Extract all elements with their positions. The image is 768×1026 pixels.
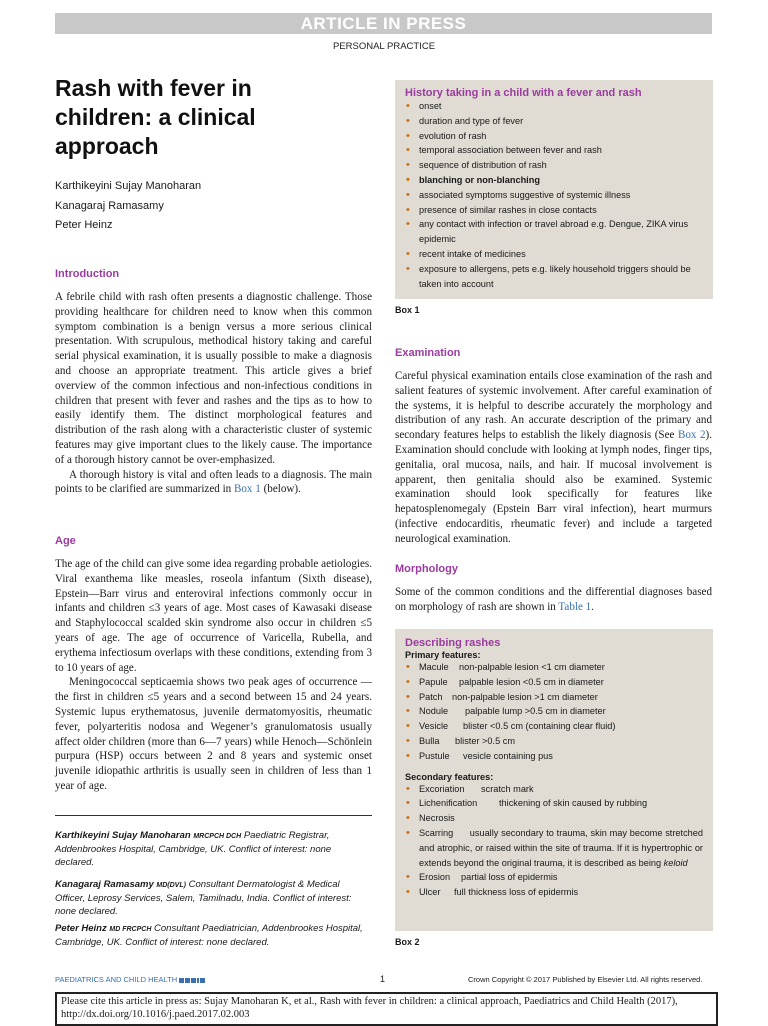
morphology-section: [395, 563, 712, 615]
box-2-title: Describing rashes: [405, 637, 501, 649]
list-item: • Erosion partial loss of epidermis: [405, 870, 703, 885]
affiliation: Karthikeyini Sujay Manoharan MRCPCH DCH Paediatric Registrar, Addenbrookes Hospital, Cambridge, UK. Conflict of interest: none declared.: [55, 830, 332, 868]
list-item: • presence of similar rashes in close contacts: [405, 203, 703, 218]
author-name: Peter Heinz: [55, 219, 113, 231]
author-name: Karthikeyini Sujay Manoharan: [55, 180, 202, 192]
list-item: • Bulla blister >0.5 cm: [405, 734, 703, 749]
secondary-features-list: [405, 782, 703, 900]
list-item: • Ulcer full thickness loss of epidermis: [405, 885, 703, 900]
age-section: [55, 535, 372, 794]
affiliation: Kanagaraj Ramasamy MD(DVL) Consultant Dermatologist & Medical Officer, Leprosy Services, Salem, Tamilnadu, India. Conflict of interest: none declared.: [55, 879, 352, 917]
list-item: • blanching or non-blanching: [405, 173, 703, 188]
journal-logo-icon: [179, 976, 205, 985]
list-item: • any contact with infection or travel abroad e.g. Dengue, ZIKA virus epidemic: [405, 217, 703, 247]
author-list: [55, 180, 201, 239]
box-1-list: [405, 99, 703, 291]
list-item: • Patch non-palpable lesion >1 cm diameter: [405, 690, 703, 705]
section-label: PERSONAL PRACTICE: [332, 41, 436, 52]
footnote-divider: [55, 815, 372, 816]
box-1-label: Box 1: [395, 305, 420, 315]
age-heading: Age: [55, 535, 76, 547]
box-2-link[interactable]: Box 2: [677, 429, 706, 442]
secondary-features-heading: Secondary features:: [405, 771, 494, 782]
list-item: • Nodule palpable lump >0.5 cm in diameter: [405, 704, 703, 719]
list-item: • Papule palpable lesion <0.5 cm in diameter: [405, 675, 703, 690]
list-item: • Excoriation scratch mark: [405, 782, 703, 797]
box-2-label: Box 2: [395, 937, 420, 947]
list-item: • onset: [405, 99, 703, 114]
copyright-notice: Crown Copyright © 2017 Published by Elsevier Ltd. All rights reserved.: [468, 975, 703, 984]
box-1-history-taking: [395, 80, 713, 299]
list-item: • evolution of rash: [405, 129, 703, 144]
list-item: • Lichenification thickening of skin caused by rubbing: [405, 796, 703, 811]
list-item: • Pustule vesicle containing pus: [405, 749, 703, 764]
box-2-describing-rashes: [395, 629, 713, 931]
list-item: • recent intake of medicines: [405, 247, 703, 262]
article-title: Rash with fever in children: a clinical approach: [55, 75, 256, 159]
list-item: • associated symptoms suggestive of systemic illness: [405, 188, 703, 203]
list-item: • Vesicle blister <0.5 cm (containing clear fluid): [405, 719, 703, 734]
author-name: Kanagaraj Ramasamy: [55, 199, 164, 212]
morphology-paragraph: Some of the common conditions and the differential diagnoses based on morphology of rash are shown in Table 1.: [395, 586, 712, 613]
examination-heading: Examination: [395, 347, 461, 359]
introduction-paragraph-1: A febrile child with rash often presents a diagnostic challenge. Those providing healthcare for children need to know when this common symptom combination is a benign versus a more serious clinical presentation. With scrupulous, methodical history taking and careful serial physical examination, it is usually possible to make a diagnosis and choose an appropriate treatment. This article gives a brief overview of the common infectious and non-infectious conditions in children that present with fever and rashes and the tips as to how to easily identify them. The distinct morphological features and distribution of the rash along with a characteristic cluster of systemic features may give important clues to the likely cause. The importance of a thorough history cannot be over-emphasized.: [55, 291, 372, 466]
list-item: • Macule non-palpable lesion <1 cm diameter: [405, 660, 703, 675]
age-paragraph-1: The age of the child can give some idea regarding probable aetiologies. Viral exanthema like measles, roseola infantum (Sixth disease), Epstein—Barr virus and enteroviral infections commonly occur in infants and children ≤3 years of age. Most cases of Kawasaki disease and Staphylococcal scalded skin syndrome also occur in children ≤5 years of age. The age of occurrence of Varicella, Rubella, and erythema infectiosum overlaps with these conditions, extending from 3 to 10 years of age.: [55, 558, 372, 674]
introduction-paragraph-2: A thorough history is vital and often leads to a diagnosis. The main points to be clarified are summarized in Box 1 (below).: [55, 468, 372, 496]
examination-section: [395, 347, 712, 547]
list-item: • exposure to allergens, pets e.g. likely household triggers should be taken into account: [405, 262, 703, 292]
examination-paragraph: Careful physical examination entails close examination of the rash and salient features of systemic involvement. After careful examination of the systems, it is helpful to describe accurately the morphology and distribution of any rash. An accurate description of the primary and secondary features helps to establish the likely diagnosis (See Box 2). Examination should conclude with looking at lymph nodes, finger tips, genitalia, oral mucosa, nails, and hair. If mucosal involvement is apparent, then genitalia should also be examined. Systemic examination should look specifically for features like hepatosplenomegaly (Epstein Barr viral infection), heart murmurs (infective endocarditis, rheumatic fever) and include a targeted neurological examination.: [395, 370, 712, 545]
primary-features-heading: Primary features:: [405, 650, 481, 660]
list-item: • temporal association between fever and rash: [405, 143, 703, 158]
morphology-heading: Morphology: [395, 563, 458, 575]
citation-box: Please cite this article in press as: Sujay Manoharan K, et al., Rash with fever in children: a clinical approach, Paediatrics and Child Health (2017), http://dx.doi.org/10.1016/j.paed.2017.02.003: [55, 992, 718, 1026]
list-item: • sequence of distribution of rash: [405, 158, 703, 173]
box-1-title: History taking in a child with a fever and rash: [405, 87, 642, 99]
list-item: • duration and type of fever: [405, 114, 703, 129]
list-item: • Necrosis: [405, 811, 703, 826]
list-item: • Scarring usually secondary to trauma, skin may become stretched and atrophic, or raised within the site of trauma. If it is hypertrophic or extends beyond the original trauma, it is described as being keloid: [405, 826, 703, 870]
age-paragraph-2: Meningococcal septicaemia shows two peak ages of occurrence — the first in children ≤5 years and a second between 15 and 24 years. Systemic lupus erythematosus, juvenile dermatomyositis, rheumatic fever, polyarteritis nodosa and Wegener’s granulomatosis usually affect older children (more than 6—7 years) while Henoch—Schönlein purpura (HSP) occurs between 2 and 8 years and systemic onset juvenile idiopathic arthritis is usually seen in children of less than 1 year of age.: [55, 676, 372, 792]
primary-features-list: [405, 660, 703, 764]
introduction-section: [55, 268, 372, 497]
page-number: 1: [380, 974, 386, 984]
affiliation: Peter Heinz MD FRCPCH Consultant Paediatrician, Addenbrookes Hospital, Cambridge, UK. Conflict of interest: none declared.: [55, 923, 363, 948]
journal-name: PAEDIATRICS AND CHILD HEALTH: [55, 975, 205, 985]
article-in-press-banner: ARTICLE IN PRESS: [55, 13, 712, 34]
table-1-link[interactable]: Table 1: [558, 600, 592, 613]
introduction-heading: Introduction: [55, 268, 120, 280]
box-1-link[interactable]: Box 1: [233, 483, 261, 496]
